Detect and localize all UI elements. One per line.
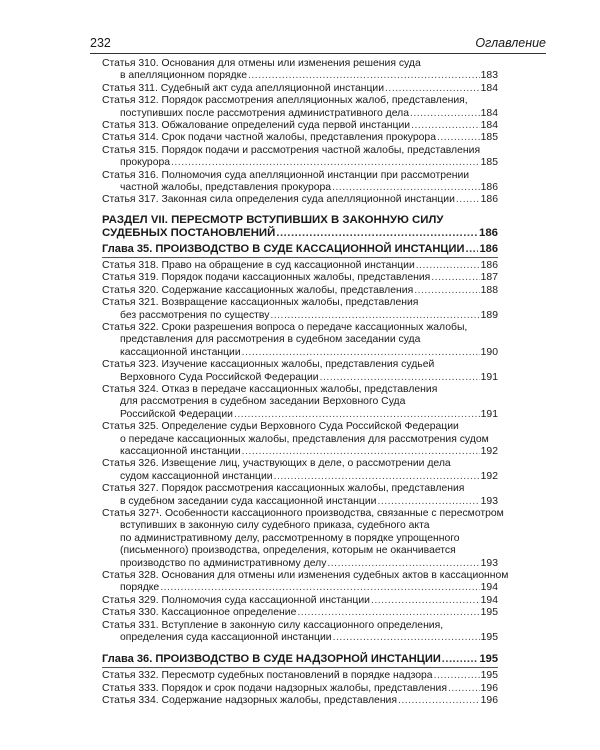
table-of-contents	[102, 58, 509, 708]
toc-entry-text: Статья 322. Сроки разрешения вопроса о передаче кассационных жалобы,	[102, 321, 468, 333]
toc-entry-line	[102, 458, 498, 470]
toc-article	[102, 272, 498, 284]
dot-leader	[437, 132, 480, 144]
toc-chapter	[102, 652, 498, 666]
toc-page-number: 195	[480, 607, 498, 619]
toc-entry-line	[102, 108, 498, 120]
toc-entry-line	[102, 508, 504, 520]
toc-entry-line	[102, 582, 498, 594]
toc-article	[102, 620, 498, 645]
toc-entry-text: поступивших после рассмотрения административного дела	[120, 107, 409, 119]
toc-entry-line	[102, 132, 498, 144]
toc-article	[102, 285, 498, 297]
toc-entry-text: Статья 317. Законная сила определения суда апелляционной инстанции	[102, 194, 455, 206]
toc-entry-text: для рассмотрения в судебном заседании Верховного Суда	[120, 396, 406, 408]
dot-leader	[234, 409, 480, 421]
toc-entry-text: по административному делу, рассмотренному в порядке упрощенного	[120, 532, 460, 544]
toc-page-number: 196	[480, 695, 498, 707]
toc-article	[102, 384, 498, 421]
dot-leader	[434, 670, 480, 682]
toc-page-number: 189	[480, 309, 498, 321]
dot-leader	[242, 347, 480, 359]
toc-article	[102, 359, 498, 384]
toc-entry-text: СУДЕБНЫХ ПОСТАНОВЛЕНИЙ	[102, 226, 276, 239]
chapter-divider	[102, 257, 498, 258]
toc-entry-line	[102, 545, 498, 557]
toc-entry-text: Статья 312. Порядок рассмотрения апелляционных жалоб, представления,	[102, 95, 468, 107]
toc-page-number: 195	[479, 653, 498, 666]
dot-leader	[270, 310, 479, 322]
dot-leader	[410, 108, 480, 120]
toc-entry-text: Верховного Суда Российской Федерации	[120, 371, 319, 383]
toc-page-number: 184	[480, 82, 498, 94]
toc-page-number: 185	[480, 132, 498, 144]
toc-entry-line	[102, 260, 498, 272]
toc-article	[102, 458, 498, 483]
toc-entry-text: представления для рассмотрения в судебном заседании суда	[120, 334, 421, 346]
toc-article	[102, 508, 504, 570]
dot-leader	[242, 446, 480, 458]
dot-leader	[411, 120, 480, 132]
toc-entry-line	[102, 145, 498, 157]
page-header	[90, 36, 546, 54]
toc-entry-line	[102, 434, 498, 446]
toc-article	[102, 95, 498, 120]
toc-article	[102, 695, 498, 707]
toc-entry-text: Статья 332. Пересмотр судебных постановлений в порядке надзора	[102, 670, 433, 682]
toc-entry-text: Статья 314. Срок подачи частной жалобы, представления прокурора	[102, 132, 436, 144]
toc-entry-line	[102, 242, 498, 256]
toc-article	[102, 170, 498, 195]
toc-entry-line	[102, 670, 498, 682]
toc-entry-text: в апелляционном порядке	[120, 70, 248, 82]
toc-entry-line	[102, 334, 498, 346]
toc-page-number: 191	[480, 408, 498, 420]
toc-entry-text: Статья 326. Извещение лиц, участвующих в деле, о рассмотрении дела	[102, 458, 451, 470]
toc-entry-text: кассационной инстанции	[120, 346, 241, 358]
toc-entry-line	[102, 310, 498, 322]
dot-leader	[465, 242, 478, 256]
dot-leader	[416, 260, 480, 272]
toc-entry-text: Российской Федерации	[120, 408, 233, 420]
toc-entry-line	[102, 483, 498, 495]
toc-article	[102, 570, 509, 595]
dot-leader	[377, 496, 479, 508]
toc-entry-line	[102, 496, 498, 508]
toc-article	[102, 58, 498, 83]
toc-entry-line	[102, 157, 498, 169]
toc-entry-text: Статья 334. Содержание надзорных жалобы, представления	[102, 695, 397, 707]
dot-leader	[248, 70, 480, 82]
page-number: 232	[90, 36, 111, 50]
toc-entry-line	[102, 95, 498, 107]
toc-entry-text: производство по административному делу	[120, 557, 327, 569]
toc-entry-text: Статья 325. Определение судьи Верховного Суда Российской Федерации	[102, 421, 459, 433]
toc-entry-text: Глава 35. ПРОИЗВОДСТВО В СУДЕ КАССАЦИОННОЙ ИНСТАНЦИИ	[102, 242, 465, 255]
toc-page-number: 192	[480, 470, 498, 482]
toc-entry-text: Статья 324. Отказ в передаче кассационных жалобы, представления	[102, 383, 438, 395]
toc-page-number: 184	[480, 120, 498, 132]
toc-entry-text: Статья 319. Порядок подачи кассационных жалобы, представления	[102, 272, 431, 284]
toc-page-number: 193	[480, 557, 498, 569]
dot-leader	[171, 157, 480, 169]
toc-entry-text: Статья 330. Кассационное определение	[102, 607, 297, 619]
running-title: Оглавление	[475, 36, 546, 50]
toc-entry-text: Статья 327¹. Особенности кассационного производства, связанные с пересмотром	[102, 508, 504, 519]
toc-page-number: 192	[480, 445, 498, 457]
toc-page-number: 183	[480, 70, 498, 82]
toc-entry-text: Статья 329. Полномочия суда кассационной инстанции	[102, 594, 370, 606]
toc-page-number: 195	[480, 670, 498, 682]
dot-leader	[160, 582, 479, 594]
toc-page-number: 193	[480, 495, 498, 507]
toc-entry-text: кассационной инстанции	[120, 445, 241, 457]
toc-entry-text: Статья 323. Изучение кассационных жалобы, представления судьей	[102, 359, 435, 371]
toc-page-number: 186	[478, 226, 498, 239]
toc-page-number: 190	[480, 346, 498, 358]
toc-article	[102, 670, 498, 682]
toc-entry-line	[102, 421, 498, 433]
toc-entry-line	[102, 83, 498, 95]
toc-entry-line	[102, 520, 498, 532]
toc-entry-line	[102, 182, 498, 194]
toc-entry-line	[102, 297, 498, 309]
toc-article	[102, 322, 498, 359]
toc-page-number: 188	[480, 284, 498, 296]
toc-entry-line	[102, 570, 509, 582]
toc-entry-text: Статья 316. Полномочия суда апелляционной инстанции при рассмотрении	[102, 169, 470, 181]
toc-section	[102, 214, 498, 240]
toc-entry-line	[102, 227, 498, 240]
toc-page-number: 194	[480, 594, 498, 606]
toc-article	[102, 145, 498, 170]
toc-entry-text: вступивших в законную силу судебного приказа, судебного акта	[120, 520, 430, 532]
toc-entry-line	[102, 683, 498, 695]
toc-entry-text: о передаче кассационных жалобы, представления для рассмотрения судом	[120, 433, 489, 445]
dot-leader	[456, 194, 480, 206]
dot-leader	[276, 227, 478, 240]
toc-page-number: 191	[480, 371, 498, 383]
toc-entry-text: Глава 36. ПРОИЗВОДСТВО В СУДЕ НАДЗОРНОЙ ИНСТАНЦИИ	[102, 653, 441, 666]
toc-entry-line	[102, 214, 498, 227]
toc-page-number: 185	[480, 157, 498, 169]
chapter-divider	[102, 667, 498, 668]
toc-entry-line	[102, 347, 498, 359]
dot-leader	[398, 695, 480, 707]
toc-entry-text: Статья 327. Порядок рассмотрения кассационных жалобы, представления	[102, 483, 465, 495]
toc-article	[102, 683, 498, 695]
toc-entry-line	[102, 272, 498, 284]
toc-article	[102, 297, 498, 322]
toc-entry-line	[102, 533, 498, 545]
toc-entry-line	[102, 58, 498, 70]
toc-entry-text: Статья 331. Вступление в законную силу кассационного определения,	[102, 619, 444, 631]
toc-entry-line	[102, 595, 498, 607]
dot-leader	[332, 182, 480, 194]
toc-entry-line	[102, 396, 498, 408]
toc-entry-line	[102, 359, 498, 371]
toc-article	[102, 260, 498, 272]
toc-entry-line	[102, 120, 498, 132]
toc-entry-line	[102, 607, 498, 619]
dot-leader	[320, 372, 480, 384]
dot-leader	[371, 595, 480, 607]
dot-leader	[442, 652, 479, 666]
dot-leader	[333, 632, 480, 644]
toc-entry-text: Статья 328. Основания для отмены или изменения судебных актов в кассационном	[102, 570, 509, 582]
toc-page-number: 186	[480, 259, 498, 271]
toc-entry-line	[102, 384, 498, 396]
toc-entry-text: Статья 333. Порядок и срок подачи надзорных жалобы, представления	[102, 682, 447, 694]
toc-entry-text: Статья 320. Содержание кассационных жалобы, представления	[102, 284, 414, 296]
toc-entry-text: определения суда кассационной инстанции	[120, 632, 332, 644]
toc-article	[102, 83, 498, 95]
dot-leader	[385, 83, 480, 95]
toc-entry-line	[102, 695, 498, 707]
dot-leader	[327, 558, 479, 570]
toc-entry-line	[102, 170, 498, 182]
toc-entry-line	[102, 70, 498, 82]
toc-entry-text: Статья 315. Порядок подачи и рассмотрения частной жалобы, представления	[102, 144, 481, 156]
toc-entry-text: (письменного) производства, определения, которым не оканчивается	[120, 545, 456, 557]
toc-entry-line	[102, 409, 498, 421]
toc-page-number: 196	[480, 682, 498, 694]
toc-entry-text: Статья 321. Возвращение кассационных жалобы, представления	[102, 297, 419, 309]
toc-article	[102, 607, 498, 619]
toc-entry-text: Статья 313. Обжалование определений суда первой инстанции	[102, 120, 411, 132]
toc-entry-line	[102, 652, 498, 666]
toc-page-number: 184	[480, 107, 498, 119]
toc-entry-text: порядке	[120, 582, 160, 594]
dot-leader	[448, 683, 480, 695]
toc-article	[102, 421, 498, 458]
toc-article	[102, 120, 498, 132]
toc-entry-text: без рассмотрения по существу	[120, 309, 270, 321]
toc-page-number: 186	[480, 194, 498, 206]
toc-entry-line	[102, 471, 498, 483]
toc-article	[102, 132, 498, 144]
toc-page-number: 186	[480, 182, 498, 194]
toc-entry-line	[102, 558, 498, 570]
toc-article	[102, 194, 498, 206]
toc-page-number: 194	[480, 582, 498, 594]
toc-entry-text: РАЗДЕЛ VII. ПЕРЕСМОТР ВСТУПИВШИХ В ЗАКОННУЮ СИЛУ	[102, 213, 444, 226]
toc-entry-line	[102, 285, 498, 297]
toc-entry-text: в судебном заседании суда кассационной инстанции	[120, 495, 377, 507]
toc-entry-line	[102, 322, 498, 334]
dot-leader	[431, 272, 479, 284]
toc-article	[102, 483, 498, 508]
toc-entry-text: частной жалобы, представления прокурора	[120, 182, 332, 194]
toc-entry-line	[102, 372, 498, 384]
toc-chapter	[102, 242, 498, 256]
dot-leader	[297, 607, 479, 619]
toc-entry-line	[102, 194, 498, 206]
toc-entry-line	[102, 620, 498, 632]
toc-page-number: 186	[479, 242, 498, 255]
toc-page-number: 187	[480, 272, 498, 284]
toc-entry-text: прокурора	[120, 157, 171, 169]
dot-leader	[414, 285, 479, 297]
dot-leader	[274, 471, 480, 483]
toc-entry-text: Статья 318. Право на обращение в суд кассационной инстанции	[102, 259, 415, 271]
toc-page-number: 195	[480, 632, 498, 644]
toc-entry-line	[102, 446, 498, 458]
toc-article	[102, 595, 498, 607]
toc-entry-line	[102, 632, 498, 644]
toc-entry-text: Статья 311. Судебный акт суда апелляционной инстанции	[102, 82, 385, 94]
toc-entry-text: Статья 310. Основания для отмены или изменения решения суда	[102, 58, 421, 69]
toc-entry-text: судом кассационной инстанции	[120, 470, 273, 482]
